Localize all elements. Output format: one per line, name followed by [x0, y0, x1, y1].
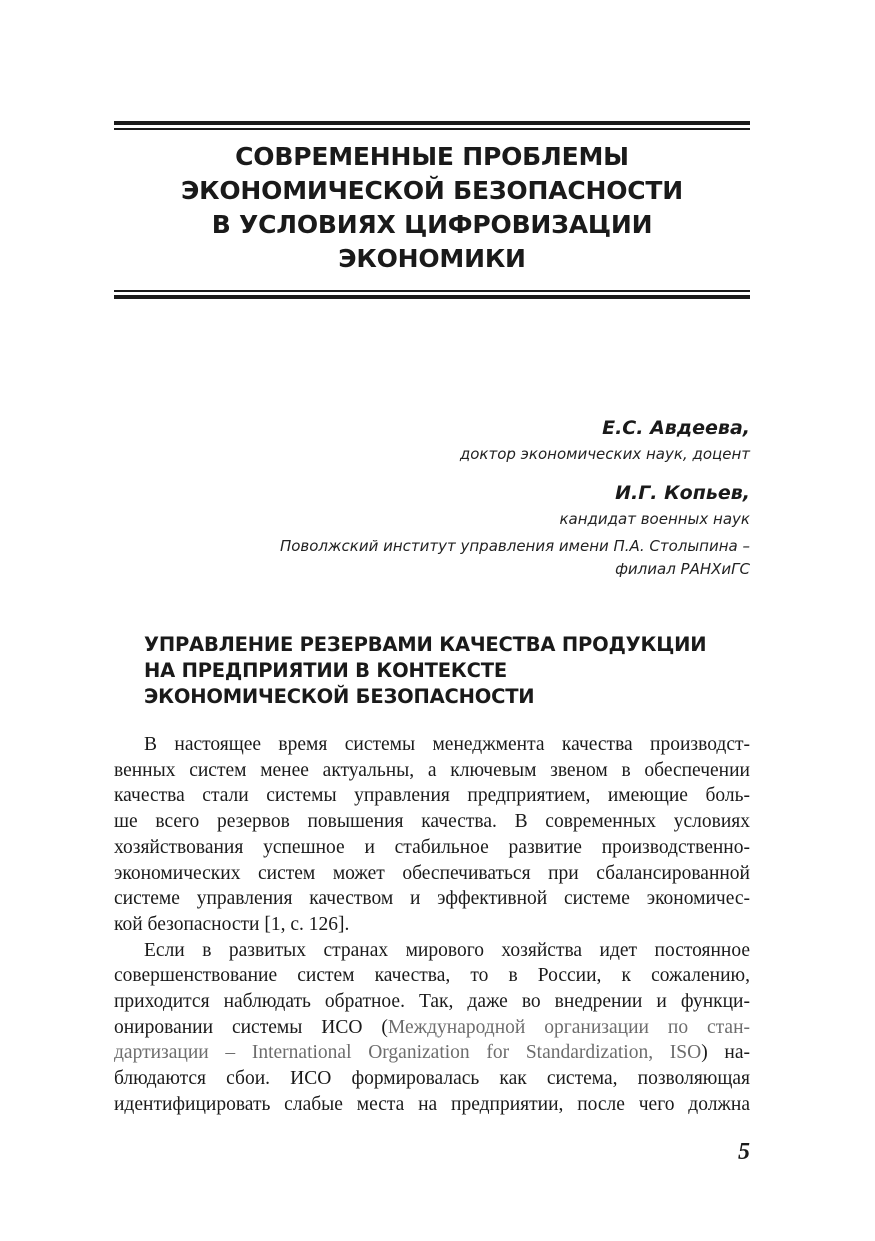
section-title [114, 140, 750, 276]
article-title-line: УПРАВЛЕНИЕ РЕЗЕРВАМИ КАЧЕСТВА ПРОДУКЦИИ [144, 633, 707, 656]
top-double-rule [114, 121, 750, 130]
text-line: совершенствование систем качества, то в России, к сожалению, [114, 965, 750, 987]
text-line: идентифицировать слабые места на предприятии, после чего должна [114, 1093, 750, 1115]
text-segment: онировании системы ИСО ( [114, 1016, 388, 1038]
text-line: хозяйствования успешное и стабильное развитие производственно- [114, 836, 750, 858]
text-line: экономических систем может обеспечиваться при сбалансированной [114, 862, 750, 884]
article-title-line: НА ПРЕДПРИЯТИИ В КОНТЕКСТЕ [144, 659, 507, 682]
text-line: венных систем менее актуальны, а ключевым звеном в обеспечении [114, 759, 750, 781]
paragraph [114, 938, 750, 1118]
text-line: приходится наблюдать обратное. Так, даже во внедрении и функци- [114, 991, 750, 1013]
text-line: блюдаются сбои. ИСО формировалась как система, позволяющая [114, 1068, 750, 1090]
text-line: кой безопасности [1, с. 126]. [114, 913, 350, 935]
section-title-line: В УСЛОВИЯХ ЦИФРОВИЗАЦИИ [211, 210, 653, 239]
text-line: Если в развитых странах мирового хозяйства идет постоянное [144, 939, 750, 961]
text-line: системе управления качеством и эффективной системе экономичес- [114, 888, 750, 910]
section-title-line: СОВРЕМЕННЫЕ ПРОБЛЕМЫ [235, 142, 629, 171]
text-line: ше всего резервов повышения качества. В современных условиях [114, 811, 750, 833]
author-affiliation: филиал РАНХиГС [615, 560, 750, 578]
author-affiliation: Поволжский институт управления имени П.А. Столыпина – [279, 537, 750, 555]
text-segment-gray: Международной организации по стан- [387, 1016, 751, 1038]
author-block [190, 413, 750, 581]
author-name: Е.С. Авдеева, [602, 417, 750, 439]
section-title-line: ЭКОНОМИКИ [338, 244, 526, 273]
text-segment: ) на- [701, 1042, 751, 1064]
bottom-double-rule [114, 290, 750, 299]
author-name: И.Г. Копьев, [615, 482, 750, 504]
text-line: В настоящее время системы менеджмента качества производст- [144, 734, 750, 755]
text-segment-gray: дартизации – International Organization for Standardization, ISO [114, 1042, 702, 1064]
article-title-line: ЭКОНОМИЧЕСКОЙ БЕЗОПАСНОСТИ [144, 685, 535, 708]
section-title-line: ЭКОНОМИЧЕСКОЙ БЕЗОПАСНОСТИ [180, 176, 683, 205]
author-degree: кандидат военных наук [559, 510, 750, 528]
article-title [144, 632, 744, 710]
page-number: 5 [738, 1139, 750, 1165]
author-degree: доктор экономических наук, доцент [459, 445, 750, 463]
text-line [114, 1015, 750, 1041]
paragraph [114, 732, 750, 938]
text-line [114, 1040, 750, 1066]
text-line: качества стали системы управления предприятием, имеющие боль- [114, 785, 750, 807]
article-body [114, 732, 750, 1118]
